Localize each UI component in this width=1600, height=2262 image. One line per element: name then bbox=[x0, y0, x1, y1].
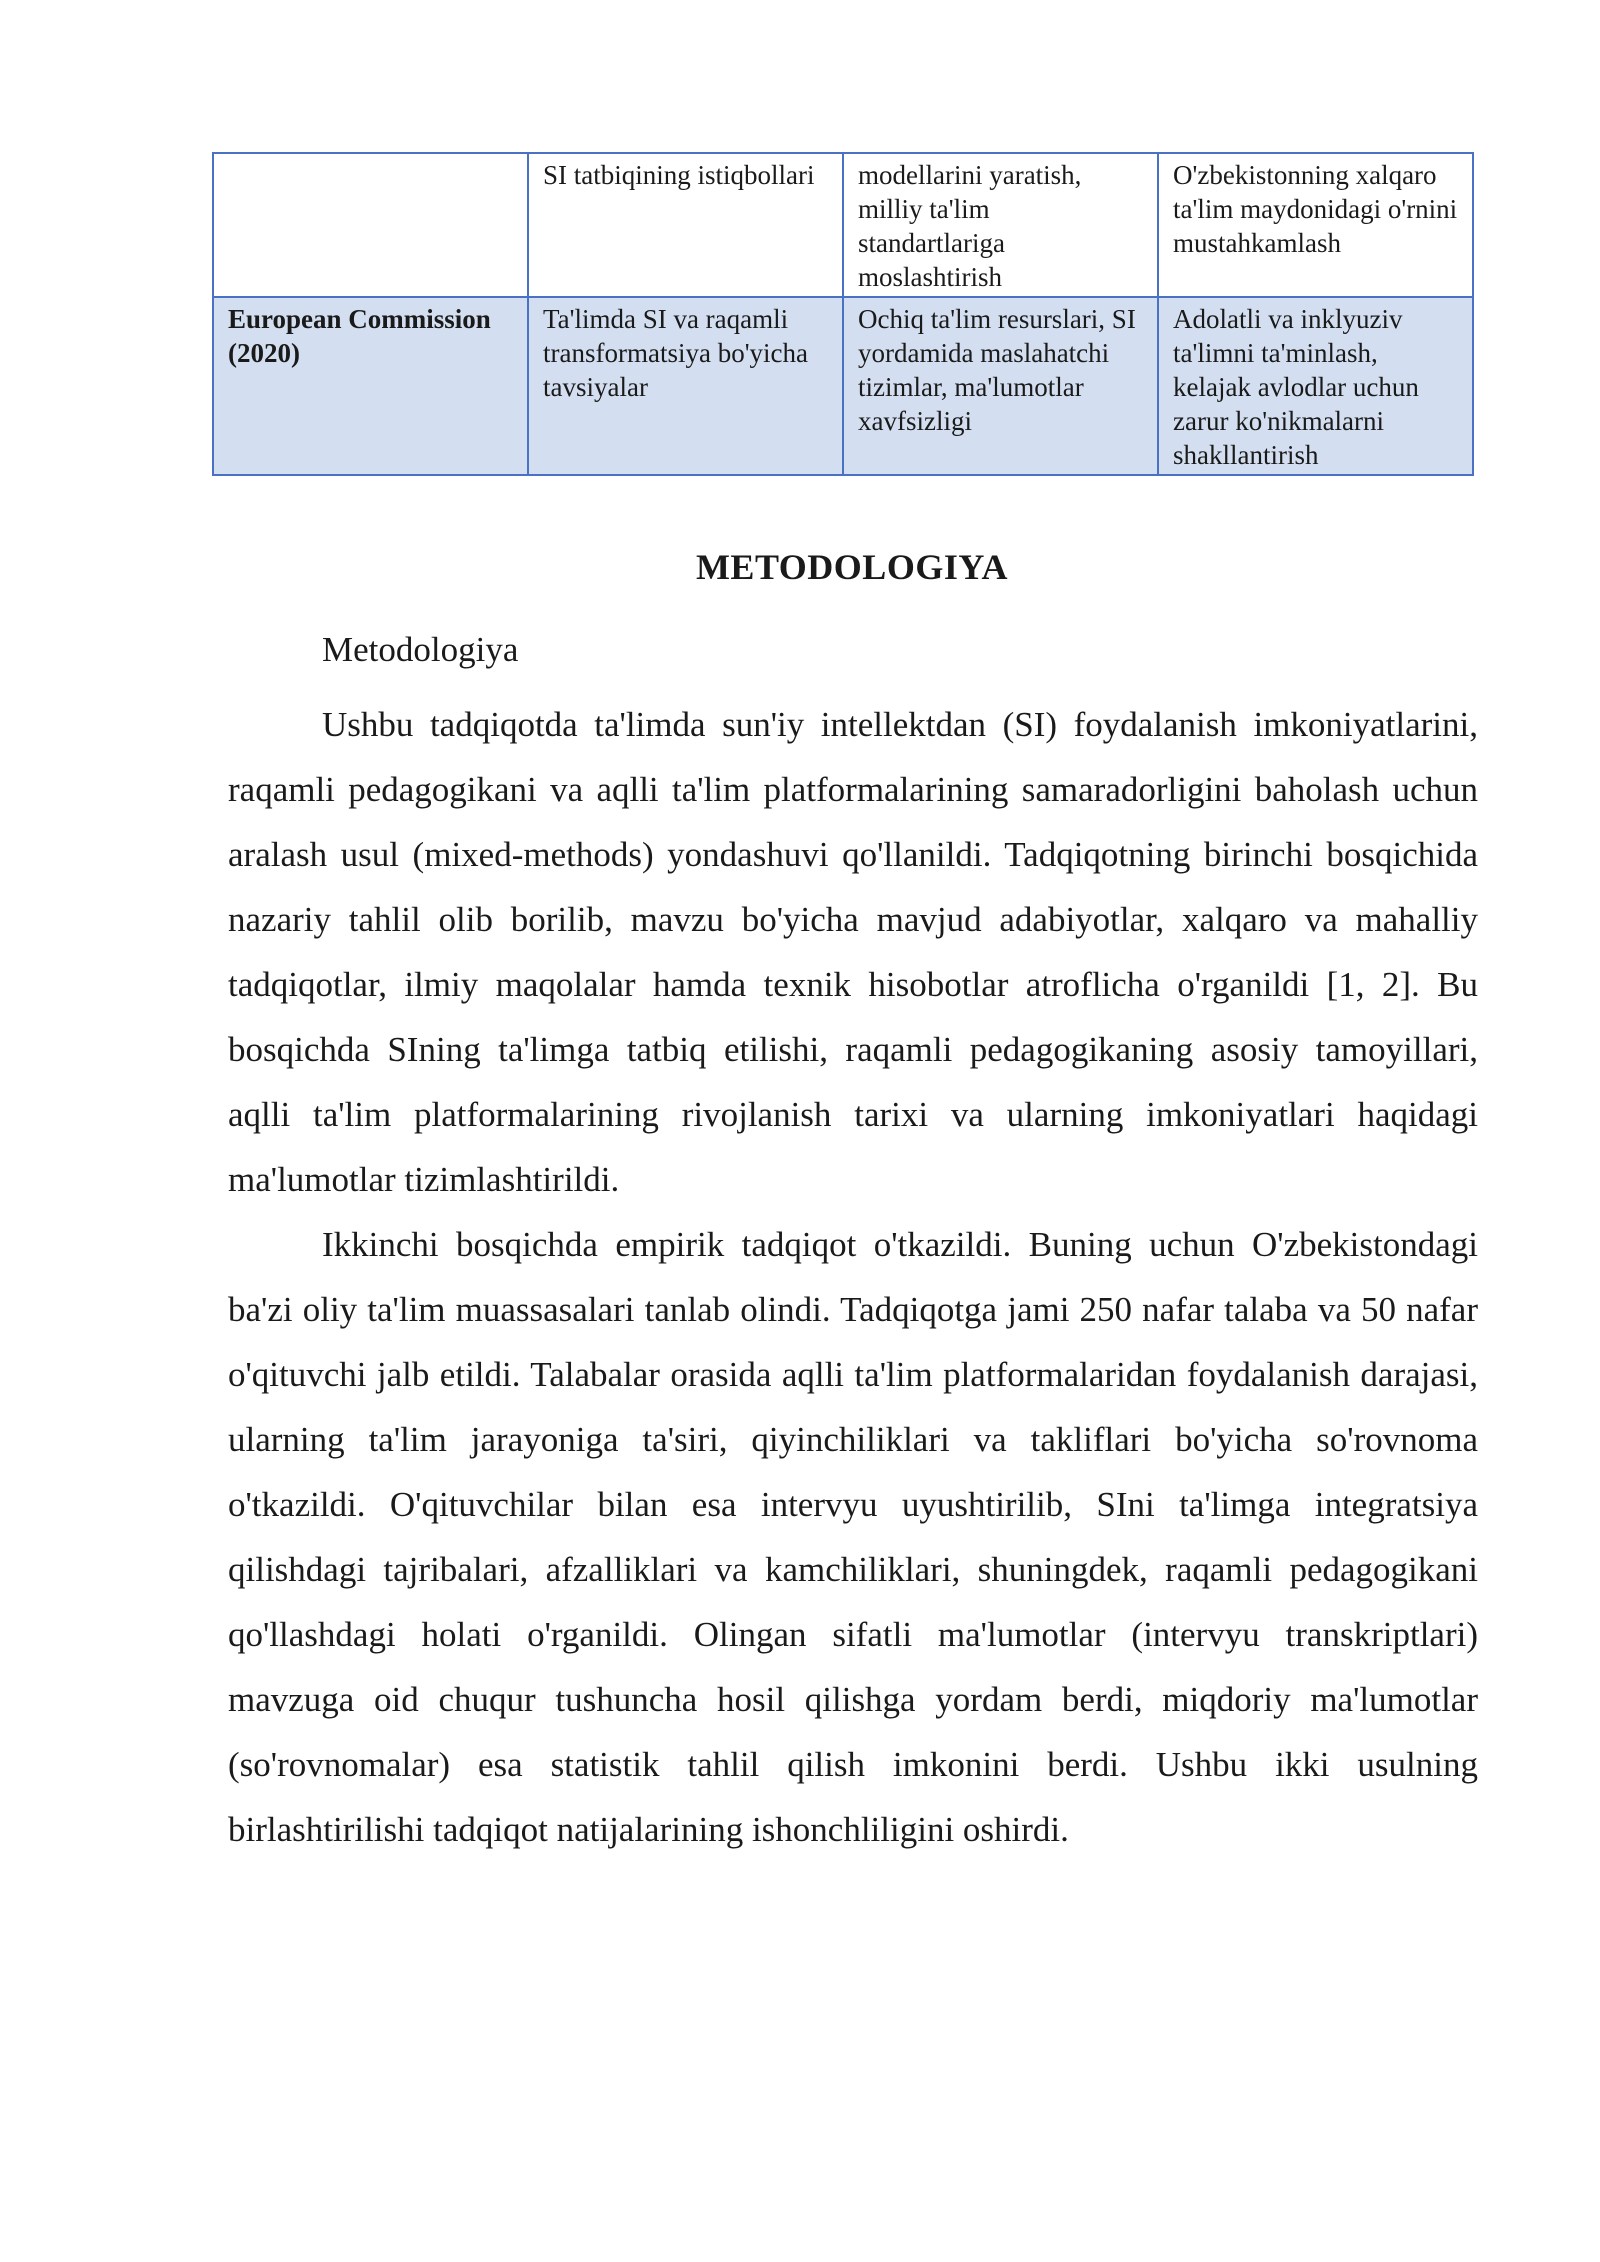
body-paragraph: Ikkinchi bosqichda empirik tadqiqot o'tkazildi. Buning uchun O'zbekistondagi ba'zi oliy ta'lim muassasalari tanlab olindi. Tadqiqotga jami 250 nafar talaba va 50 nafar o'qituvchi jalb etildi. Talabalar orasida aqlli ta'lim platformalaridan foydalanish darajasi, ularning ta'lim jarayoniga ta'siri, qiyinchiliklari va takliflari bo'yicha so'rovnoma o'tkazildi. O'qituvchilar bilan esa intervyu uyushtirilib, SIni ta'limga integratsiya qilishdagi tajribalari, afzalliklari va kamchiliklari, shuningdek, raqamli pedagogikani qo'llashdagi holati o'rganildi. Olingan sifatli ma'lumotlar (intervyu transkriptlari) mavzuga oid chuqur tushuncha hosil qilishga yordam berdi, miqdoriy ma'lumotlar (so'rovnomalar) esa statistik tahlil qilish imkonini berdi. Ushbu ikki usulning birlashtirilishi tadqiqot natijalarining ishonchliligini oshirdi. bbox=[228, 1225, 1478, 1849]
table-row bbox=[213, 153, 1473, 297]
table-cell-outcome: Adolatli va inklyuziv ta'limni ta'minlash, kelajak avlodlar uchun zarur ko'nikmalarni shakllantirish bbox=[1158, 297, 1473, 475]
body-paragraph: Ushbu tadqiqotda ta'limda sun'iy intellektdan (SI) foydalanish imkoniyatlarini, raqamli pedagogikani va aqlli ta'lim platformalarining samaradorligini baholash uchun aralash usul (mixed-methods) yondashuvi qo'llanildi. Tadqiqotning birinchi bosqichida nazariy tahlil olib borilib, mavzu bo'yicha mavjud adabiyotlar, xalqaro va mahalliy tadqiqotlar, ilmiy maqolalar hamda texnik hisobotlar atroflicha o'rganildi [1, 2]. Bu bosqichda SIning ta'limga tatbiq etilishi, raqamli pedagogikaning asosiy tamoyillari, aqlli ta'lim platformalarining rivojlanish tarixi va ularning imkoniyatlari haqidagi ma'lumotlar tizimlashtirildi. bbox=[228, 705, 1478, 1199]
table-cell-author: European Commission (2020) bbox=[213, 297, 528, 475]
table-cell-author bbox=[213, 153, 528, 297]
table-cell-focus: SI tatbiqining istiqbollari bbox=[528, 153, 843, 297]
literature-table bbox=[212, 152, 1474, 476]
section-heading: METODOLOGIYA bbox=[695, 547, 1009, 587]
table-cell-focus: Ta'limda SI va raqamli transformatsiya bo'yicha tavsiyalar bbox=[528, 297, 843, 475]
section-subheading: Metodologiya bbox=[322, 630, 519, 669]
table-cell-components: modellarini yaratish, milliy ta'lim standartlariga moslashtirish bbox=[843, 153, 1158, 297]
table-cell-components: Ochiq ta'lim resurslari, SI yordamida maslahatchi tizimlar, ma'lumotlar xavfsizligi bbox=[843, 297, 1158, 475]
section-body bbox=[228, 692, 1478, 1862]
table-cell-outcome: O'zbekistonning xalqaro ta'lim maydonidagi o'rnini mustahkamlash bbox=[1158, 153, 1473, 297]
table-row bbox=[213, 297, 1473, 475]
